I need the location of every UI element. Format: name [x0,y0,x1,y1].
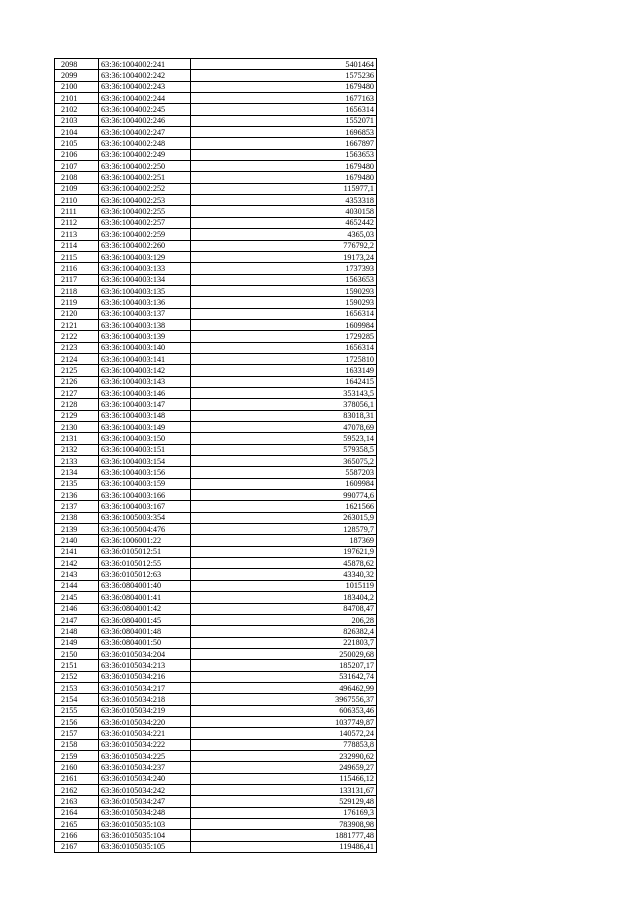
row-number-cell: 2127 [55,387,99,398]
value-cell: 115977,1 [191,183,377,194]
table-row [55,444,377,455]
table-row [55,331,377,342]
cadastral-number-cell: 63:36:0105034:225 [99,750,191,761]
value-cell: 1729285 [191,331,377,342]
table-row [55,807,377,818]
table-row [55,569,377,580]
cadastral-number-cell: 63:36:0804001:41 [99,592,191,603]
value-cell: 1563653 [191,274,377,285]
cadastral-value-table [54,58,377,853]
value-cell: 529129,48 [191,796,377,807]
cadastral-number-cell: 63:36:0804001:40 [99,580,191,591]
table-row [55,240,377,251]
value-cell: 1609984 [191,478,377,489]
row-number-cell: 2147 [55,614,99,625]
row-number-cell: 2103 [55,115,99,126]
row-number-cell: 2157 [55,728,99,739]
table-row [55,819,377,830]
cadastral-number-cell: 63:36:1004003:135 [99,285,191,296]
row-number-cell: 2160 [55,762,99,773]
cadastral-number-cell: 63:36:0105012:55 [99,558,191,569]
table-row [55,93,377,104]
table-row [55,490,377,501]
value-cell: 1621566 [191,501,377,512]
cadastral-number-cell: 63:36:0804001:42 [99,603,191,614]
value-cell: 5587203 [191,467,377,478]
value-cell: 1015119 [191,580,377,591]
value-cell: 133131,67 [191,785,377,796]
row-number-cell: 2149 [55,637,99,648]
value-cell: 776792,2 [191,240,377,251]
row-number-cell: 2099 [55,70,99,81]
table-row [55,603,377,614]
value-cell: 1679480 [191,81,377,92]
row-number-cell: 2107 [55,161,99,172]
value-cell: 183404,2 [191,592,377,603]
value-cell: 140572,24 [191,728,377,739]
row-number-cell: 2132 [55,444,99,455]
cadastral-number-cell: 63:36:0105012:63 [99,569,191,580]
table-row [55,376,377,387]
table-row [55,478,377,489]
cadastral-number-cell: 63:36:1004002:243 [99,81,191,92]
value-cell: 47078,69 [191,422,377,433]
row-number-cell: 2122 [55,331,99,342]
cadastral-number-cell: 63:36:1004003:139 [99,331,191,342]
row-number-cell: 2108 [55,172,99,183]
row-number-cell: 2165 [55,819,99,830]
table-row [55,750,377,761]
cadastral-number-cell: 63:36:0105034:204 [99,648,191,659]
table-row [55,467,377,478]
table-row [55,456,377,467]
value-cell: 378056,1 [191,399,377,410]
row-number-cell: 2115 [55,251,99,262]
table-row [55,104,377,115]
cadastral-number-cell: 63:36:1004003:159 [99,478,191,489]
value-cell: 1552071 [191,115,377,126]
row-number-cell: 2124 [55,353,99,364]
cadastral-number-cell: 63:36:0105035:104 [99,830,191,841]
table-row [55,410,377,421]
cadastral-number-cell: 63:36:0105012:51 [99,546,191,557]
row-number-cell: 2118 [55,285,99,296]
row-number-cell: 2145 [55,592,99,603]
cadastral-number-cell: 63:36:0105035:103 [99,819,191,830]
cadastral-number-cell: 63:36:1004002:253 [99,195,191,206]
row-number-cell: 2148 [55,626,99,637]
value-cell: 187369 [191,535,377,546]
value-cell: 115466,12 [191,773,377,784]
cadastral-number-cell: 63:36:1004003:148 [99,410,191,421]
table-row [55,81,377,92]
row-number-cell: 2153 [55,682,99,693]
table-row [55,297,377,308]
value-cell: 1633149 [191,365,377,376]
cadastral-number-cell: 63:36:1004003:136 [99,297,191,308]
cadastral-number-cell: 63:36:1005003:354 [99,512,191,523]
row-number-cell: 2139 [55,524,99,535]
cadastral-number-cell: 63:36:1004002:255 [99,206,191,217]
row-number-cell: 2163 [55,796,99,807]
value-cell: 778853,8 [191,739,377,750]
value-cell: 1590293 [191,297,377,308]
row-number-cell: 2159 [55,750,99,761]
table-row [55,762,377,773]
value-cell: 232990,62 [191,750,377,761]
value-cell: 353143,5 [191,387,377,398]
table-row [55,705,377,716]
row-number-cell: 2130 [55,422,99,433]
cadastral-number-cell: 63:36:1004002:249 [99,149,191,160]
row-number-cell: 2101 [55,93,99,104]
table-row [55,263,377,274]
row-number-cell: 2138 [55,512,99,523]
value-cell: 176169,3 [191,807,377,818]
value-cell: 1725810 [191,353,377,364]
table-row [55,229,377,240]
table-row [55,149,377,160]
cadastral-number-cell: 63:36:0105034:219 [99,705,191,716]
cadastral-number-cell: 63:36:1004003:149 [99,422,191,433]
table-row [55,626,377,637]
cadastral-number-cell: 63:36:0105034:213 [99,660,191,671]
row-number-cell: 2121 [55,319,99,330]
row-number-cell: 2119 [55,297,99,308]
value-cell: 263015,9 [191,512,377,523]
value-cell: 250029,68 [191,648,377,659]
value-cell: 4652442 [191,217,377,228]
cadastral-number-cell: 63:36:1004002:251 [99,172,191,183]
row-number-cell: 2158 [55,739,99,750]
table-row [55,183,377,194]
cadastral-number-cell: 63:36:1004003:151 [99,444,191,455]
table-row [55,365,377,376]
cadastral-number-cell: 63:36:1004003:147 [99,399,191,410]
cadastral-number-cell: 63:36:0105034:242 [99,785,191,796]
cadastral-number-cell: 63:36:1004002:252 [99,183,191,194]
table-row [55,251,377,262]
cadastral-number-cell: 63:36:1006001:22 [99,535,191,546]
table-row [55,161,377,172]
cadastral-number-cell: 63:36:1004003:133 [99,263,191,274]
cadastral-number-cell: 63:36:1004003:142 [99,365,191,376]
table-row [55,399,377,410]
cadastral-number-cell: 63:36:1004002:246 [99,115,191,126]
value-cell: 4353318 [191,195,377,206]
cadastral-number-cell: 63:36:0105034:217 [99,682,191,693]
row-number-cell: 2114 [55,240,99,251]
table-row [55,319,377,330]
value-cell: 783908,98 [191,819,377,830]
cadastral-number-cell: 63:36:0105034:237 [99,762,191,773]
value-cell: 4365,03 [191,229,377,240]
value-cell: 197621,9 [191,546,377,557]
cadastral-number-cell: 63:36:1004003:143 [99,376,191,387]
value-cell: 19173,24 [191,251,377,262]
cadastral-number-cell: 63:36:0105034:247 [99,796,191,807]
table-body [55,59,377,853]
cadastral-number-cell: 63:36:1004003:140 [99,342,191,353]
row-number-cell: 2131 [55,433,99,444]
row-number-cell: 2146 [55,603,99,614]
cadastral-number-cell: 63:36:1004003:167 [99,501,191,512]
row-number-cell: 2144 [55,580,99,591]
row-number-cell: 2117 [55,274,99,285]
table-row [55,535,377,546]
cadastral-number-cell: 63:36:1004002:260 [99,240,191,251]
table-row [55,342,377,353]
cadastral-number-cell: 63:36:1004003:137 [99,308,191,319]
value-cell: 185207,17 [191,660,377,671]
value-cell: 1881777,48 [191,830,377,841]
cadastral-number-cell: 63:36:1004003:166 [99,490,191,501]
table-row [55,433,377,444]
table-row [55,285,377,296]
cadastral-number-cell: 63:36:1004003:129 [99,251,191,262]
value-cell: 1575236 [191,70,377,81]
value-cell: 1563653 [191,149,377,160]
table-row [55,694,377,705]
value-cell: 128579,7 [191,524,377,535]
value-cell: 59523,14 [191,433,377,444]
row-number-cell: 2156 [55,716,99,727]
row-number-cell: 2123 [55,342,99,353]
row-number-cell: 2129 [55,410,99,421]
cadastral-number-cell: 63:36:0105035:105 [99,841,191,852]
row-number-cell: 2105 [55,138,99,149]
value-cell: 1696853 [191,127,377,138]
cadastral-number-cell: 63:36:0105034:221 [99,728,191,739]
table-row [55,195,377,206]
value-cell: 1677163 [191,93,377,104]
table-row [55,387,377,398]
row-number-cell: 2161 [55,773,99,784]
table-row [55,558,377,569]
row-number-cell: 2116 [55,263,99,274]
value-cell: 1656314 [191,342,377,353]
table-row [55,70,377,81]
row-number-cell: 2100 [55,81,99,92]
cadastral-number-cell: 63:36:1004002:245 [99,104,191,115]
value-cell: 1037749,87 [191,716,377,727]
table-row [55,830,377,841]
table-row [55,138,377,149]
value-cell: 1656314 [191,308,377,319]
value-cell: 606353,46 [191,705,377,716]
value-cell: 3967556,37 [191,694,377,705]
row-number-cell: 2112 [55,217,99,228]
row-number-cell: 2109 [55,183,99,194]
cadastral-number-cell: 63:36:1004003:141 [99,353,191,364]
row-number-cell: 2111 [55,206,99,217]
cadastral-number-cell: 63:36:1004002:242 [99,70,191,81]
table-row [55,682,377,693]
value-cell: 1642415 [191,376,377,387]
value-cell: 83018,31 [191,410,377,421]
cadastral-number-cell: 63:36:1004003:154 [99,456,191,467]
row-number-cell: 2104 [55,127,99,138]
cadastral-number-cell: 63:36:0105034:220 [99,716,191,727]
cadastral-number-cell: 63:36:0804001:48 [99,626,191,637]
table-row [55,637,377,648]
value-cell: 221803,7 [191,637,377,648]
row-number-cell: 2126 [55,376,99,387]
table-row [55,796,377,807]
cadastral-number-cell: 63:36:0804001:50 [99,637,191,648]
cadastral-number-cell: 63:36:1005004:476 [99,524,191,535]
table-row [55,728,377,739]
cadastral-number-cell: 63:36:1004002:247 [99,127,191,138]
table-row [55,660,377,671]
cadastral-number-cell: 63:36:1004003:138 [99,319,191,330]
value-cell: 1679480 [191,172,377,183]
row-number-cell: 2113 [55,229,99,240]
table-row [55,127,377,138]
value-cell: 496462,99 [191,682,377,693]
row-number-cell: 2155 [55,705,99,716]
row-number-cell: 2135 [55,478,99,489]
cadastral-number-cell: 63:36:0105034:222 [99,739,191,750]
row-number-cell: 2152 [55,671,99,682]
table-row [55,274,377,285]
row-number-cell: 2133 [55,456,99,467]
value-cell: 1656314 [191,104,377,115]
row-number-cell: 2167 [55,841,99,852]
value-cell: 43340,32 [191,569,377,580]
row-number-cell: 2102 [55,104,99,115]
row-number-cell: 2120 [55,308,99,319]
row-number-cell: 2151 [55,660,99,671]
value-cell: 84708,47 [191,603,377,614]
table-row [55,501,377,512]
row-number-cell: 2150 [55,648,99,659]
cadastral-number-cell: 63:36:1004002:244 [99,93,191,104]
table-row [55,308,377,319]
cadastral-number-cell: 63:36:1004002:257 [99,217,191,228]
cadastral-number-cell: 63:36:1004003:150 [99,433,191,444]
row-number-cell: 2164 [55,807,99,818]
table-row [55,115,377,126]
value-cell: 1679480 [191,161,377,172]
row-number-cell: 2136 [55,490,99,501]
table-row [55,785,377,796]
cadastral-number-cell: 63:36:0105034:216 [99,671,191,682]
table-row [55,592,377,603]
row-number-cell: 2141 [55,546,99,557]
cadastral-number-cell: 63:36:1004002:248 [99,138,191,149]
cadastral-number-cell: 63:36:1004003:134 [99,274,191,285]
value-cell: 5401464 [191,59,377,70]
row-number-cell: 2106 [55,149,99,160]
table-row [55,614,377,625]
row-number-cell: 2162 [55,785,99,796]
table-row [55,172,377,183]
value-cell: 1737393 [191,263,377,274]
row-number-cell: 2134 [55,467,99,478]
value-cell: 119486,41 [191,841,377,852]
value-cell: 1667897 [191,138,377,149]
table-row [55,217,377,228]
row-number-cell: 2128 [55,399,99,410]
row-number-cell: 2125 [55,365,99,376]
table-row [55,353,377,364]
table-row [55,580,377,591]
table-row [55,546,377,557]
cadastral-number-cell: 63:36:0804001:45 [99,614,191,625]
row-number-cell: 2110 [55,195,99,206]
row-number-cell: 2140 [55,535,99,546]
cadastral-number-cell: 63:36:1004002:241 [99,59,191,70]
cadastral-number-cell: 63:36:0105034:248 [99,807,191,818]
value-cell: 365075,2 [191,456,377,467]
value-cell: 579358,5 [191,444,377,455]
value-cell: 45878,62 [191,558,377,569]
table-row [55,716,377,727]
cadastral-number-cell: 63:36:0105034:218 [99,694,191,705]
table-row [55,524,377,535]
row-number-cell: 2143 [55,569,99,580]
row-number-cell: 2166 [55,830,99,841]
cadastral-number-cell: 63:36:1004003:146 [99,387,191,398]
value-cell: 1609984 [191,319,377,330]
row-number-cell: 2142 [55,558,99,569]
value-cell: 990774,6 [191,490,377,501]
table-row [55,671,377,682]
row-number-cell: 2137 [55,501,99,512]
value-cell: 206,28 [191,614,377,625]
value-cell: 249659,27 [191,762,377,773]
value-cell: 826382,4 [191,626,377,637]
cadastral-number-cell: 63:36:1004003:156 [99,467,191,478]
cadastral-number-cell: 63:36:1004002:259 [99,229,191,240]
value-cell: 4030158 [191,206,377,217]
cadastral-number-cell: 63:36:1004002:250 [99,161,191,172]
table-row [55,422,377,433]
table-row [55,648,377,659]
table-row [55,841,377,852]
table-row [55,206,377,217]
row-number-cell: 2098 [55,59,99,70]
table-row [55,773,377,784]
cadastral-number-cell: 63:36:0105034:240 [99,773,191,784]
value-cell: 1590293 [191,285,377,296]
table-row [55,739,377,750]
row-number-cell: 2154 [55,694,99,705]
table-row [55,59,377,70]
table-row [55,512,377,523]
value-cell: 531642,74 [191,671,377,682]
